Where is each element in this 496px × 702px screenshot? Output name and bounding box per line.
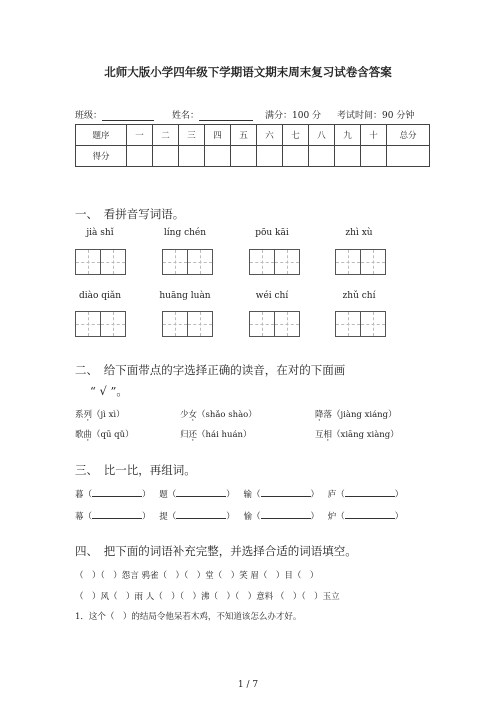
score-table bbox=[75, 124, 430, 167]
writing-grid[interactable] bbox=[75, 311, 125, 337]
compare-row: 幕（ ） 提（ ） 愉（ ） 炉（ ） bbox=[75, 512, 404, 522]
score-table-row: 得分 bbox=[76, 146, 430, 167]
idiom-row[interactable]: （ ）（ ）怨言 鸦雀（ ）（ ）堂（ ）笑 眉（ ）目（ ） bbox=[75, 571, 319, 581]
section4-heading: 四、 把下面的词语补充完整，并选择合适的词语填空。 bbox=[75, 544, 357, 558]
reading-item[interactable]: 归还（hái huán） bbox=[180, 430, 252, 440]
section2-heading: 二、 给下面带点的字选择正确的读音，在对的下面画 bbox=[75, 363, 346, 377]
reading-item[interactable]: 系列（jì xì） bbox=[75, 410, 125, 420]
pinyin: diào qiǎn bbox=[78, 291, 122, 301]
pinyin: huāng luàn bbox=[159, 291, 211, 301]
writing-grid[interactable] bbox=[335, 311, 385, 337]
page-number: 1 / 7 bbox=[237, 680, 259, 690]
reading-item[interactable]: 少女（shǎo shào） bbox=[180, 410, 257, 420]
section2-heading-cont: “ √ ”。 bbox=[90, 384, 128, 398]
writing-grid[interactable] bbox=[162, 311, 212, 337]
section1-heading: 一、 看拼音写词语。 bbox=[75, 207, 185, 221]
question-1[interactable]: 1．这个（ ）的结局令他呆若木鸡，不知道该怎么办才好。 bbox=[75, 612, 302, 622]
page-title: 北师大版小学四年级下学期语文期末周末复习试卷含答案 bbox=[104, 65, 392, 79]
pinyin: pōu kāi bbox=[255, 228, 289, 238]
pinyin: jià shǐ bbox=[86, 228, 114, 238]
reading-item[interactable]: 歌曲（qū qǔ） bbox=[75, 430, 134, 440]
writing-grid[interactable] bbox=[249, 311, 299, 337]
section3-heading: 三、 比一比，再组词。 bbox=[75, 463, 196, 477]
pinyin: zhǔ chí bbox=[342, 291, 376, 301]
writing-grid[interactable] bbox=[335, 249, 385, 275]
name-field: 姓名： bbox=[172, 108, 253, 121]
reading-item[interactable]: 互相（xiāng xiàng） bbox=[315, 430, 399, 440]
full-score: 满分：100 分 bbox=[265, 111, 322, 121]
score-table-header: 题序 一 二 三 四 五 六 七 八 九 十 总分 bbox=[76, 125, 430, 146]
writing-grid[interactable] bbox=[249, 249, 299, 275]
pinyin: wéi chí bbox=[255, 291, 289, 301]
idiom-row[interactable]: （ ）风（ ）雨 人（ ）（ ）沸（ ）（ ）意料 （ ）（ ）玉立 bbox=[75, 592, 340, 602]
exam-time: 考试时间：90 分钟 bbox=[337, 111, 415, 121]
writing-grid[interactable] bbox=[162, 249, 212, 275]
compare-row: 暮（ ） 题（ ） 输（ ） 庐（ ） bbox=[75, 490, 404, 500]
reading-item[interactable]: 降落（jiàng xiáng） bbox=[315, 410, 397, 420]
writing-grid[interactable] bbox=[75, 249, 125, 275]
pinyin: zhì xù bbox=[345, 228, 373, 238]
pinyin: líng chén bbox=[163, 228, 207, 238]
class-field: 班级： bbox=[75, 108, 154, 121]
